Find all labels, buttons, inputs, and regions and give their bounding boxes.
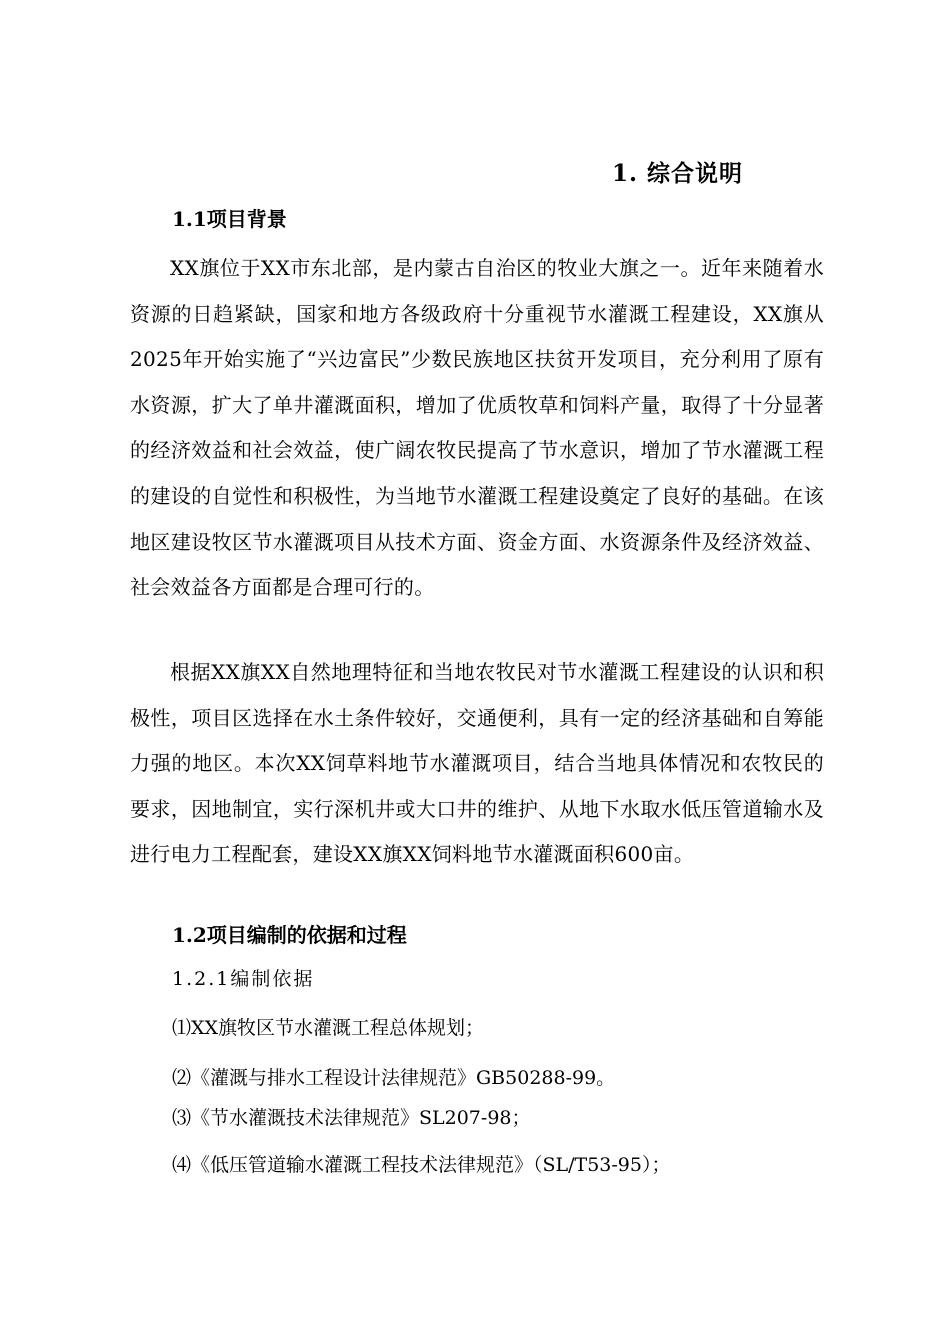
paragraph-project-area: 根据XX旗XX自然地理特征和当地农牧民对节水灌溉工程建设的认识和积极性，项目区选择在水土条件较好，交通便利，具有一定的经济基础和自筹能力强的地区。本次XX饲草料地节水灌溉项目，结合当地具体情况和农牧民的要求，因地制宜，实行深机井或大口井的维护、从地下水取水低压管道输水及进行电力工程配套，建设XX旗XX饲料地节水灌溉面积600亩。 bbox=[130, 660, 824, 867]
chapter-title: 1. 综合说明 bbox=[612, 160, 744, 187]
section-heading-1-1: 1.1项目背景 bbox=[172, 207, 287, 231]
subsection-heading-1-2-1: 1.2.1编制依据 bbox=[172, 968, 315, 990]
list-item: ⑵《灌溉与排水工程设计法律规范》GB50288-99。 bbox=[172, 1067, 616, 1089]
section-heading-1-2: 1.2项目编制的依据和过程 bbox=[172, 923, 407, 947]
paragraph-background: XX旗位于XX市东北部，是内蒙古自治区的牧业大旗之一。近年来随着水资源的日趋紧缺，国家和地方各级政府十分重视节水灌溉工程建设，XX旗从2025年开始实施了“兴边富民”少数民族地区扶贫开发项目，充分利用了原有水资源，扩大了单井灌溉面积，增加了优质牧草和饲料产量，取得了十分显著的经济效益和社会效益，使广阔农牧民提高了节水意识，增加了节水灌溉工程的建设的自觉性和积极性，为当地节水灌溉工程建设奠定了良好的基础。在该地区建设牧区节水灌溉项目从技术方面、资金方面、水资源条件及经济效益、社会效益各方面都是合理可行的。 bbox=[130, 256, 824, 600]
list-item: ⑷《低压管道输水灌溉工程技术法律规范》（SL/T53-95）； bbox=[172, 1154, 671, 1176]
list-item: ⑴XX旗牧区节水灌溉工程总体规划； bbox=[172, 1017, 485, 1039]
list-item: ⑶《节水灌溉技术法律规范》SL207-98； bbox=[172, 1107, 531, 1129]
